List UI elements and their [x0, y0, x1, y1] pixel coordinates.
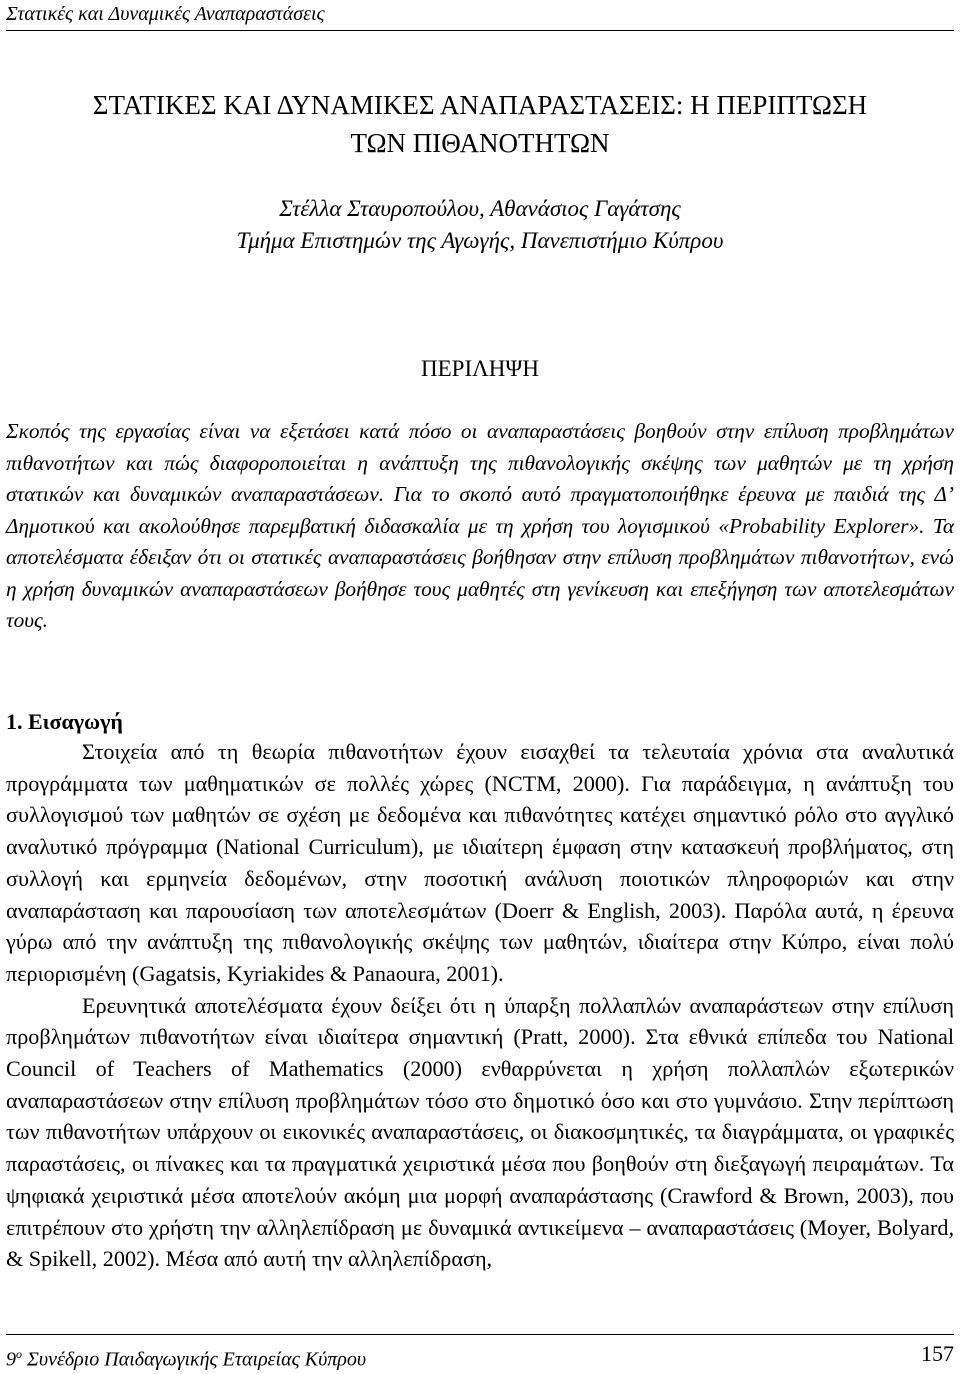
author-affiliation: Τμήμα Επιστημών της Αγωγής, Πανεπιστήμιο Κύπρου	[236, 228, 724, 253]
footer-conference	[6, 1340, 366, 1374]
author-names: Στέλλα Σταυροπούλου, Αθανάσιος Γαγάτσης	[279, 196, 681, 221]
section-heading-introduction: 1. Εισαγωγή	[6, 709, 123, 734]
footer-divider	[6, 1334, 954, 1335]
header-divider	[6, 30, 954, 31]
body-paragraph-1: Στοιχεία από τη θεωρία πιθανοτήτων έχουν εισαχθεί τα τελευταία χρόνια στα αναλυτικά προγράμματα των μαθηματικών σε πολλές χώρες (NCTM, 2000). Για παράδειγμα, η ανάπτυξη του συλλογισμού των μαθητών σε σχέση με δεδομένα και πιθανότητες κατέχει σημαντικό ρόλο στο αγγλικό αναλυτικό πρόγραμμα (National Curriculum), με ιδιαίτερη έμφαση στην κατασκευή προβλήματος, στη συλλογή και ερμηνεία δεδομένων, στην ποσοτική ανάλυση ποιοτικών πληροφοριών και στην αναπαράσταση και παρουσίαση των αποτελεσμάτων (Doerr & English, 2003). Παρόλα αυτά, η έρευνα γύρω από την ανάπτυξη της πιθανολογικής σκέψης των μαθητών, ιδιαίτερα στην Κύπρο, είναι πολύ περιορισμένη (Gagatsis, Kyriakides & Panaoura, 2001).	[6, 739, 954, 986]
paper-title-line-1: ΣΤΑΤΙΚΕΣ ΚΑΙ ΔΥΝΑΜΙΚΕΣ ΑΝΑΠΑΡΑΣΤΑΣΕΙΣ: Η ΠΕΡΙΠΤΩΣΗ	[92, 90, 868, 120]
page-number: 157	[921, 1341, 954, 1366]
footer-edition-suffix: ο	[16, 1347, 22, 1361]
body-paragraph-2: Ερευνητικά αποτελέσματα έχουν δείξει ότι η ύπαρξη πολλαπλών αναπαράστεων στην επίλυση προβλημάτων πιθανοτήτων είναι ιδιαίτερα σημαντική (Pratt, 2000). Στα εθνικά επίπεδα του National Council of Teachers of Mathematics (2000) ενθαρρύνεται η χρήση πολλαπλών εξωτερικών αναπαραστάσεων στην επίλυση προβλημάτων τόσο στο δημοτικό όσο και στο γυμνάσιο. Στην περίπτωση των πιθανοτήτων υπάρχουν οι εικονικές αναπαραστάσεις, οι διακοσμητικές, τα διαγράμματα, οι γραφικές παραστάσεις, οι πίνακες και τα πραγματικά χειριστικά μέσα που βοηθούν στη διεξαγωγή πειραμάτων. Τα ψηφιακά χειριστικά μέσα αποτελούν ακόμη μια μορφή αναπαράστασης (Crawford & Brown, 2003), που επιτρέπουν στο χρήστη την αλληλεπίδραση με δυναμικά αντικείμενα – αναπαραστάσεις (Moyer, Bolyard, & Spikell, 2002). Μέσα από αυτή την αλληλεπίδραση,	[6, 992, 954, 1272]
abstract-heading: ΠΕΡΙΛΗΨΗ	[421, 356, 539, 381]
paper-title	[0, 86, 960, 162]
abstract-text: Σκοπός της εργασίας είναι να εξετάσει κατά πόσο οι αναπαραστάσεις βοηθούν στην επίλυση προβλημάτων πιθανοτήτων και πώς διαφοροποιείται η ανάπτυξη της πιθανολογικής σκέψης των μαθητών με τη χρήση στατικών και δυναμικών αναπαραστάσεων. Για το σκοπό αυτό πραγματοποιήθηκε έρευνα με παιδιά της Δ’ Δημοτικού και ακολούθησε παρεμβατική διδασκαλία με τη χρήση του λογισμικού «Probability Explorer». Τα αποτελέσματα έδειξαν ότι οι στατικές αναπαραστάσεις βοήθησαν στην επίλυση προβλημάτων πιθανοτήτων, ενώ η χρήση δυναμικών αναπαραστάσεων βοήθησε τους μαθητές στη γενίκευση και επεξήγηση των αποτελεσμάτων τους.	[6, 419, 954, 632]
paper-title-line-2: ΤΩΝ ΠΙΘΑΝΟΤΗΤΩΝ	[350, 128, 610, 158]
footer-conference-name: Συνέδριο Παιδαγωγικής Εταιρείας Κύπρου	[27, 1348, 367, 1371]
running-header: Στατικές και Δυναμικές Αναπαραστάσεις	[6, 3, 325, 25]
footer-edition-number: 9	[6, 1348, 16, 1371]
section-body	[6, 736, 954, 1275]
author-block	[0, 193, 960, 257]
